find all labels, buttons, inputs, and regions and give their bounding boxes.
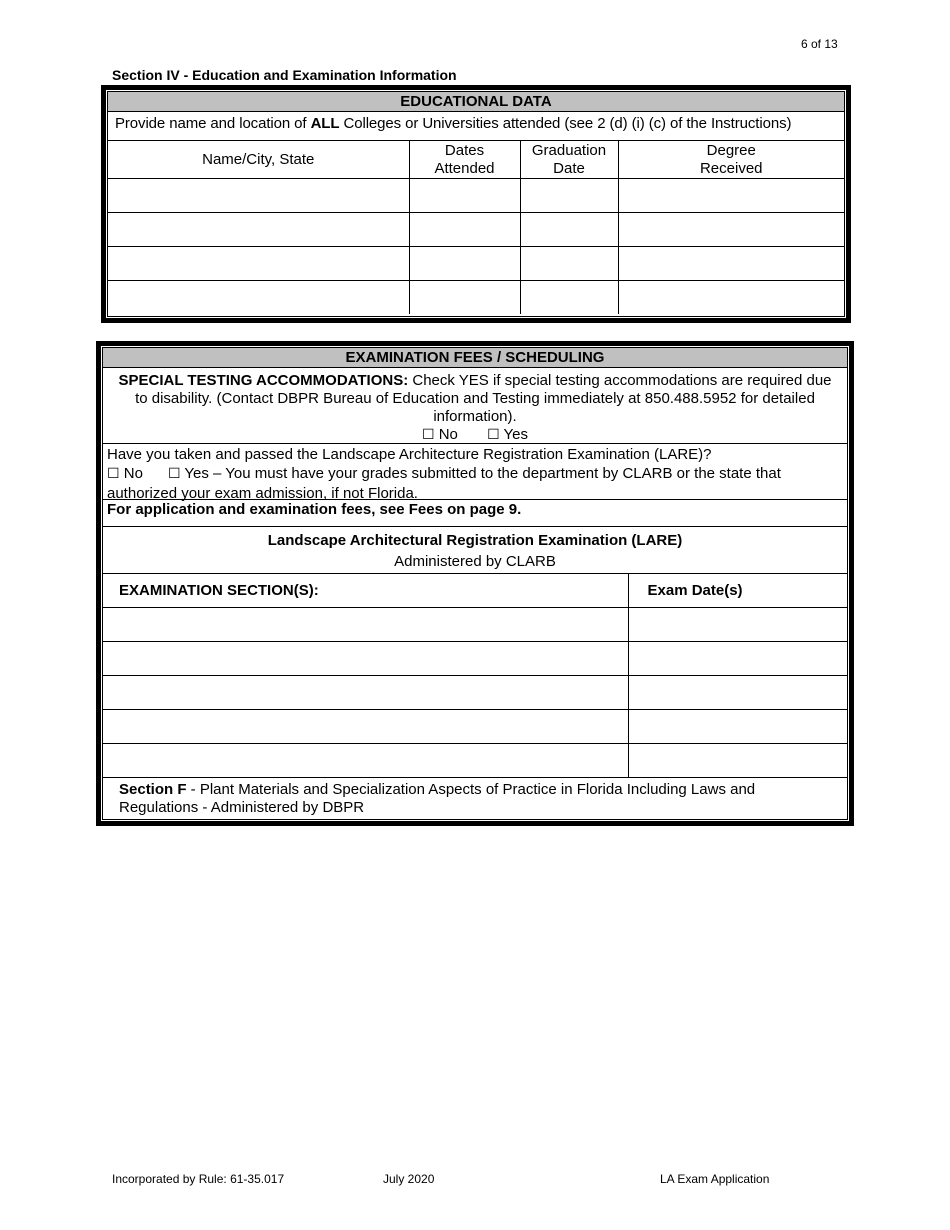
footer-rule: Incorporated by Rule: 61-35.017 <box>112 1172 285 1186</box>
graduation-date-field[interactable] <box>520 247 618 281</box>
lare-question-block <box>103 444 847 500</box>
table-row <box>103 710 847 744</box>
name-city-state-field[interactable] <box>108 281 409 315</box>
lare-yes-option[interactable] <box>107 465 781 502</box>
page-number: 6 of 13 <box>801 37 838 51</box>
special-yes-option[interactable] <box>487 426 528 443</box>
graduation-date-field[interactable] <box>520 281 618 315</box>
education-header-row <box>108 141 844 179</box>
lare-subtitle: Administered by CLARB <box>394 553 556 570</box>
table-row <box>103 642 847 676</box>
exam-date-field[interactable] <box>628 676 847 710</box>
degree-received-field[interactable] <box>618 213 844 247</box>
name-city-state-field[interactable] <box>108 247 409 281</box>
dates-attended-field[interactable] <box>409 179 520 213</box>
special-testing-label: SPECIAL TESTING ACCOMMODATIONS: <box>118 372 409 389</box>
lare-yes-text: Yes – You must have your grades submitted to the department by CLARB or the state that authorized your exam admission, if not Florida. <box>107 465 781 502</box>
table-row <box>103 676 847 710</box>
examination-box <box>96 341 854 826</box>
col-examination-sections: EXAMINATION SECTION(S): <box>103 574 628 608</box>
exam-section-field[interactable] <box>103 642 628 676</box>
special-testing-text: Check YES if special testing accommodations are required due to disability. (Contact DBPR Bureau of Education and Testing immediately at 850.488.5952 for detailed information). <box>135 372 832 425</box>
exam-sections-table <box>103 574 847 778</box>
footer-date: July 2020 <box>383 1172 435 1186</box>
table-row <box>108 213 844 247</box>
exam-date-field[interactable] <box>628 608 847 642</box>
provide-text-pre: Provide name and location of <box>115 115 311 132</box>
provide-text-post: Colleges or Universities attended (see 2 (d) (i) (c) of the Instructions) <box>339 115 792 132</box>
exam-section-field[interactable] <box>103 744 628 778</box>
section-f-text: - Plant Materials and Specialization Aspects of Practice in Florida Including Laws and Regulations - Administered by DBPR <box>119 781 756 816</box>
col-graduation-date: Graduation Date <box>520 141 618 179</box>
table-row <box>108 281 844 315</box>
special-testing-accommodations <box>103 368 847 444</box>
section-f-label: Section F <box>119 781 187 798</box>
dates-attended-field[interactable] <box>409 281 520 315</box>
checkbox-icon[interactable]: ☐ <box>487 427 500 443</box>
table-row <box>103 608 847 642</box>
exam-section-field[interactable] <box>103 676 628 710</box>
graduation-date-field[interactable] <box>520 179 618 213</box>
degree-received-field[interactable] <box>618 247 844 281</box>
table-row <box>108 179 844 213</box>
educational-data-header: EDUCATIONAL DATA <box>108 92 844 112</box>
col-degree-received: Degree Received <box>618 141 844 179</box>
lare-title: Landscape Architectural Registration Examination (LARE) <box>267 532 683 549</box>
exam-section-field[interactable] <box>103 608 628 642</box>
checkbox-icon[interactable]: ☐ <box>167 466 181 482</box>
table-row <box>103 744 847 778</box>
col-exam-dates: Exam Date(s) <box>628 574 847 608</box>
col-name-city-state: Name/City, State <box>108 141 409 179</box>
educational-instructions <box>108 112 844 141</box>
table-row <box>108 247 844 281</box>
name-city-state-field[interactable] <box>108 179 409 213</box>
section-f-note <box>103 781 847 817</box>
section-title: Section IV - Education and Examination Information <box>112 67 457 83</box>
dates-attended-field[interactable] <box>409 213 520 247</box>
exam-section-field[interactable] <box>103 710 628 744</box>
checkbox-icon[interactable]: ☐ <box>421 427 435 443</box>
graduation-date-field[interactable] <box>520 213 618 247</box>
degree-received-field[interactable] <box>618 281 844 315</box>
exam-header-row <box>103 574 847 608</box>
provide-text-bold: ALL <box>310 115 340 132</box>
educational-data-box <box>101 85 851 323</box>
lare-title-block <box>103 527 847 574</box>
no-label: No <box>123 465 143 482</box>
degree-received-field[interactable] <box>618 179 844 213</box>
dates-attended-field[interactable] <box>409 247 520 281</box>
footer-form-name: LA Exam Application <box>660 1172 770 1186</box>
exam-date-field[interactable] <box>628 710 847 744</box>
lare-no-option[interactable] <box>107 465 143 482</box>
no-label: No <box>438 426 458 443</box>
exam-date-field[interactable] <box>628 744 847 778</box>
col-dates-attended: Dates Attended <box>409 141 520 179</box>
education-table <box>108 141 844 314</box>
yes-label: Yes <box>503 426 529 443</box>
name-city-state-field[interactable] <box>108 213 409 247</box>
examination-header: EXAMINATION FEES / SCHEDULING <box>103 348 847 368</box>
special-no-option[interactable] <box>422 426 458 443</box>
exam-date-field[interactable] <box>628 642 847 676</box>
checkbox-icon[interactable]: ☐ <box>107 466 120 482</box>
lare-question: Have you taken and passed the Landscape Architecture Registration Examination (LARE)? <box>107 446 712 463</box>
fees-note: For application and examination fees, see Fees on page 9. <box>103 500 847 527</box>
